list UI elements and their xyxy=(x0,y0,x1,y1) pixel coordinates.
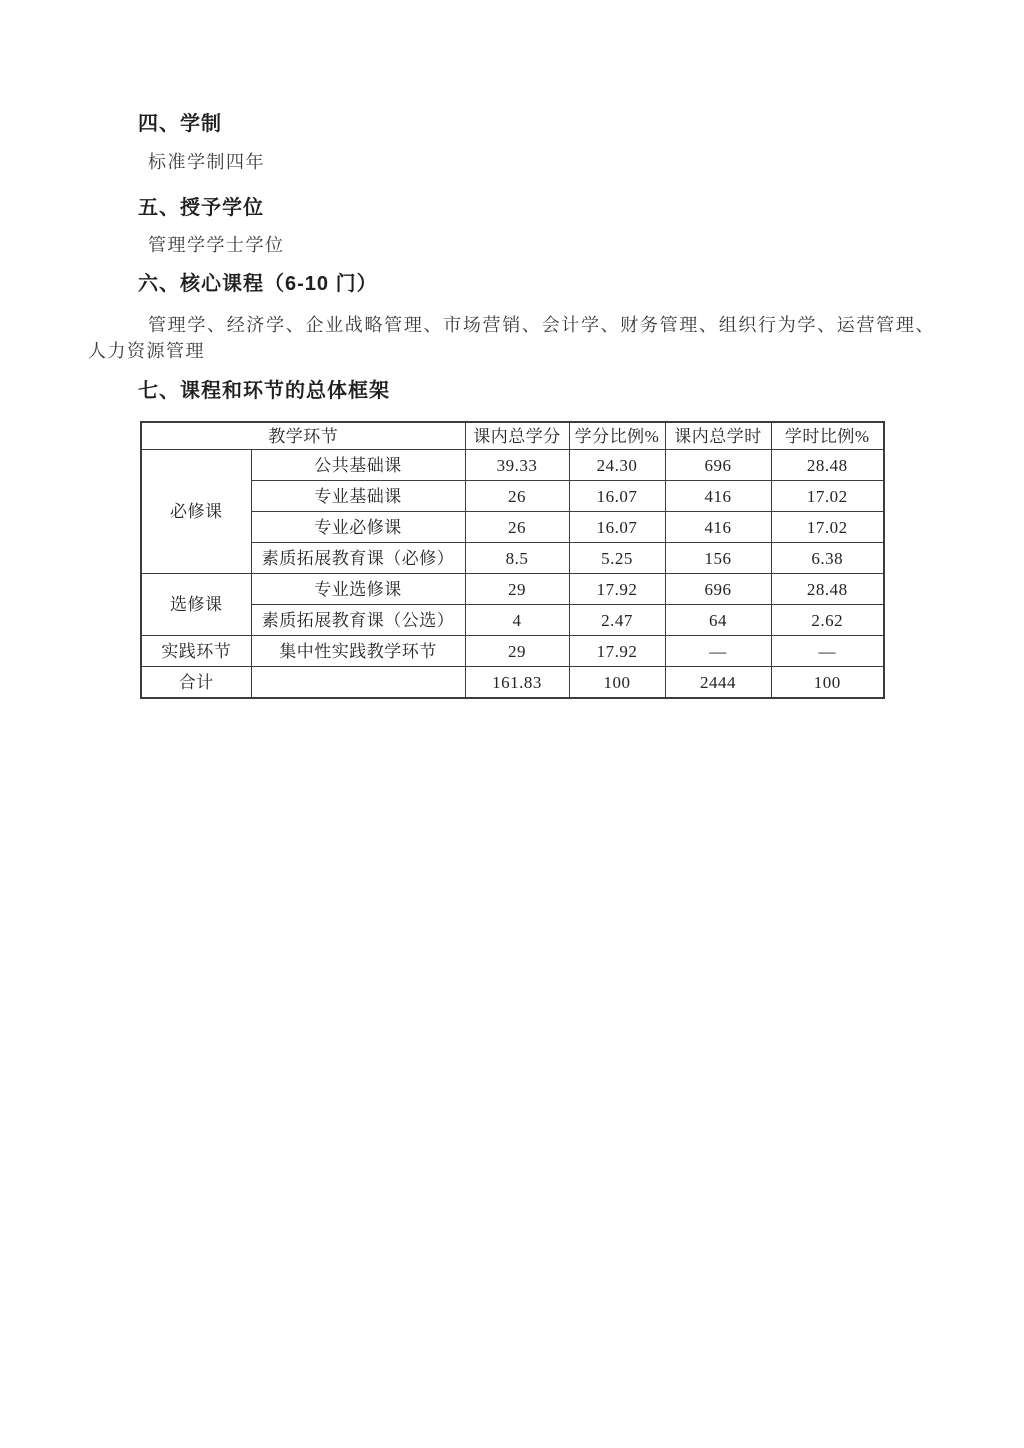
table-row xyxy=(141,481,884,512)
row-credit-percent: 17.92 xyxy=(569,574,665,605)
section-heading-5-degree-conferred: 五、授予学位 xyxy=(138,197,264,219)
row-hours: 156 xyxy=(665,543,771,574)
section-body-5-degree-conferred: 管理学学士学位 xyxy=(148,235,285,255)
category-practice-segment: 实践环节 xyxy=(141,636,251,667)
category-elective-courses: 选修课 xyxy=(141,574,251,636)
header-total-credits: 课内总学分 xyxy=(465,422,569,450)
row-credits: 29 xyxy=(465,636,569,667)
row-hour-percent: 17.02 xyxy=(771,481,884,512)
category-total: 合计 xyxy=(141,667,251,699)
section-body-4-schooling-length: 标准学制四年 xyxy=(148,152,265,172)
row-credits: 39.33 xyxy=(465,450,569,481)
row-hour-percent: 28.48 xyxy=(771,450,884,481)
row-name: 公共基础课 xyxy=(251,450,465,481)
row-hours: 696 xyxy=(665,574,771,605)
row-hours: 416 xyxy=(665,512,771,543)
row-name: 集中性实践教学环节 xyxy=(251,636,465,667)
section-heading-6-core-courses: 六、核心课程（6-10 门） xyxy=(138,273,378,295)
row-name-empty xyxy=(251,667,465,699)
row-credit-percent: 100 xyxy=(569,667,665,699)
section-body-6-core-courses-list: 管理学、经济学、企业战略管理、市场营销、会计学、财务管理、组织行为学、运营管理、人力资源管理 xyxy=(88,315,935,361)
header-teaching-segment: 教学环节 xyxy=(141,422,465,450)
table-row xyxy=(141,543,884,574)
section-heading-4-schooling-length: 四、学制 xyxy=(138,113,222,135)
row-hours: 416 xyxy=(665,481,771,512)
header-total-hours: 课内总学时 xyxy=(665,422,771,450)
row-credit-percent: 24.30 xyxy=(569,450,665,481)
row-credits: 8.5 xyxy=(465,543,569,574)
row-name: 素质拓展教育课（必修） xyxy=(251,543,465,574)
row-hour-percent: 6.38 xyxy=(771,543,884,574)
row-hour-percent: — xyxy=(771,636,884,667)
section-heading-7-framework: 七、课程和环节的总体框架 xyxy=(138,380,390,402)
row-name: 专业基础课 xyxy=(251,481,465,512)
header-hour-percent: 学时比例% xyxy=(771,422,884,450)
table-row xyxy=(141,574,884,605)
row-hour-percent: 17.02 xyxy=(771,512,884,543)
table-row xyxy=(141,605,884,636)
row-credit-percent: 5.25 xyxy=(569,543,665,574)
table-row xyxy=(141,636,884,667)
row-credit-percent: 16.07 xyxy=(569,512,665,543)
table-row xyxy=(141,450,884,481)
row-credits: 26 xyxy=(465,512,569,543)
row-name: 素质拓展教育课（公选） xyxy=(251,605,465,636)
category-required-courses: 必修课 xyxy=(141,450,251,574)
row-hours: 696 xyxy=(665,450,771,481)
row-credits: 29 xyxy=(465,574,569,605)
table-row xyxy=(141,512,884,543)
row-credits: 161.83 xyxy=(465,667,569,699)
row-credit-percent: 17.92 xyxy=(569,636,665,667)
row-hour-percent: 28.48 xyxy=(771,574,884,605)
row-hour-percent: 100 xyxy=(771,667,884,699)
row-hour-percent: 2.62 xyxy=(771,605,884,636)
row-credits: 4 xyxy=(465,605,569,636)
row-hours: 64 xyxy=(665,605,771,636)
curriculum-framework-table xyxy=(140,421,885,699)
row-hours: 2444 xyxy=(665,667,771,699)
table-row-total xyxy=(141,667,884,699)
table-header-row xyxy=(141,422,884,450)
row-credit-percent: 2.47 xyxy=(569,605,665,636)
row-credits: 26 xyxy=(465,481,569,512)
row-name: 专业选修课 xyxy=(251,574,465,605)
row-hours: — xyxy=(665,636,771,667)
row-credit-percent: 16.07 xyxy=(569,481,665,512)
row-name: 专业必修课 xyxy=(251,512,465,543)
header-credit-percent: 学分比例% xyxy=(569,422,665,450)
